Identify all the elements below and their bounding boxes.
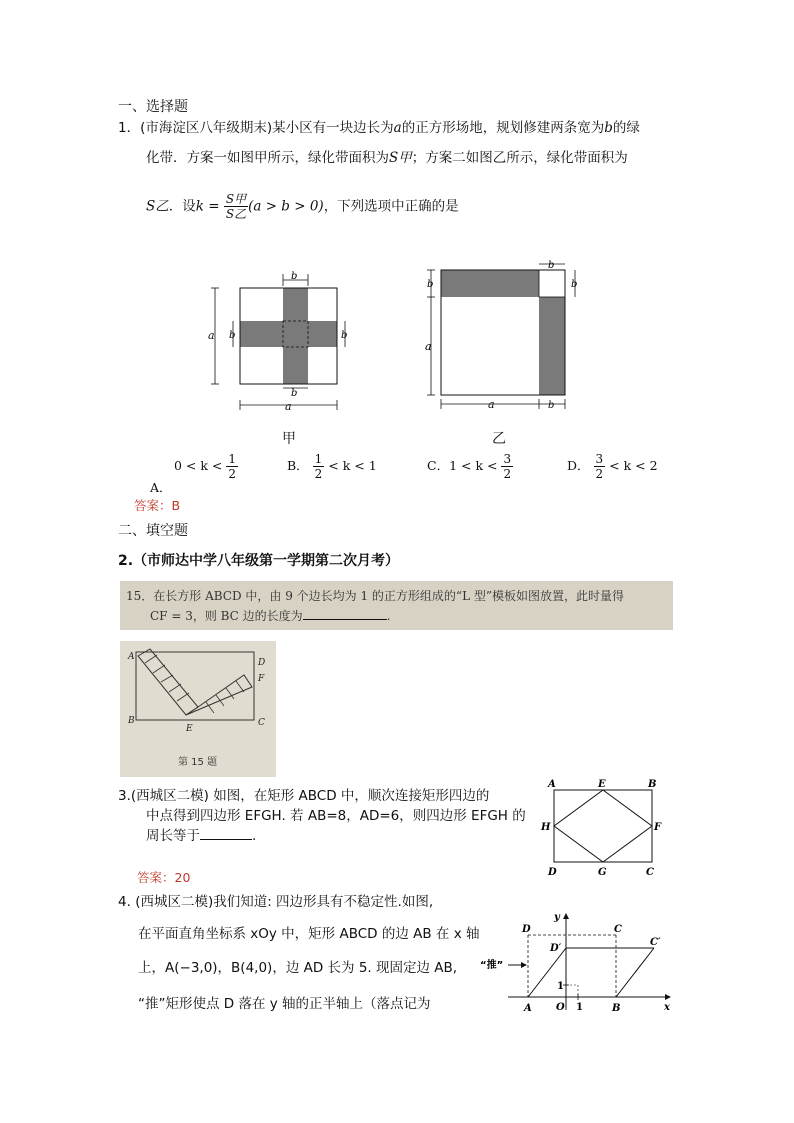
- q2-photo-text: [120, 581, 673, 630]
- q3-line3: [146, 826, 546, 846]
- q2-blank[interactable]: [303, 607, 387, 620]
- q1-line1: [118, 118, 678, 138]
- pt-C: C: [258, 718, 265, 728]
- q1-text: ．设: [168, 198, 196, 215]
- option-b-text: < k < 1: [328, 458, 377, 473]
- q3-number: 3.: [118, 788, 131, 804]
- pt-D: D: [548, 867, 557, 878]
- q1-text: 化带．方案一如图甲所示，绿化带面积为: [146, 150, 389, 166]
- pt-C: C: [614, 924, 622, 935]
- frac-num: 3: [503, 452, 512, 466]
- q1-line2: [146, 148, 686, 168]
- q3-text: 周长等于: [146, 828, 200, 844]
- option-d-label: D．: [567, 458, 590, 473]
- caption-yi: 乙: [492, 431, 506, 447]
- pt-B: B: [612, 1003, 621, 1014]
- frac-den: 2: [314, 467, 323, 481]
- option-b-label: B．: [287, 458, 309, 473]
- q2-photo-line2-text: CF = 3，则 BC 边的长度为: [150, 609, 303, 623]
- pt-D-prime: D′: [550, 943, 562, 954]
- q2-photo-figure: [120, 641, 276, 777]
- q1-number: 1．: [118, 120, 141, 136]
- frac-num: 1: [314, 452, 323, 466]
- dim-b-bottom: b: [291, 388, 298, 399]
- dim-a-bottom: a: [488, 398, 495, 411]
- q1-text: ，下列选项中正确的是: [323, 198, 459, 215]
- q3-answer: 答案：20: [137, 870, 191, 885]
- dim-b-top: b: [291, 271, 298, 282]
- dim-b-right: b: [341, 330, 348, 341]
- q4-number: 4.: [118, 894, 131, 910]
- var-b: b: [604, 120, 613, 136]
- q3-figure: [538, 776, 670, 880]
- option-b[interactable]: [287, 452, 377, 481]
- q3-text: (西城区二模) 如图，在矩形 ABCD 中，顺次连接矩形四边的: [130, 788, 490, 804]
- pt-B: B: [648, 779, 657, 790]
- dim-a-left: a: [208, 329, 215, 342]
- k-den: S乙: [225, 207, 247, 221]
- q2-figure-svg: [120, 641, 276, 777]
- dim-b-bottom: b: [548, 400, 555, 411]
- figure-yi: [415, 258, 585, 418]
- rect-abcd: [554, 790, 652, 862]
- option-d-text: < k < 2: [609, 458, 658, 473]
- figure-jia: [205, 268, 365, 418]
- pt-A: A: [548, 779, 556, 790]
- caption-jia: 甲: [282, 431, 296, 447]
- pt-F: F: [258, 674, 265, 684]
- frac-num: 1: [228, 452, 237, 466]
- dim-b-right: b: [571, 279, 578, 290]
- frac-den: 2: [228, 467, 237, 481]
- q1-line3: [146, 192, 686, 221]
- q4-line3: 上，A(−3,0)，B(4,0)，边 AD 长为 5. 现固定边 AB,: [138, 960, 458, 976]
- q3-line2: 中点得到四边形 EFGH. 若 AB=8，AD=6，则四边形 EFGH 的: [146, 808, 526, 824]
- q2-figure-caption: 第 15 题: [178, 757, 218, 768]
- option-c-fraction: [501, 452, 513, 481]
- section-title-fill: 二、填空题: [118, 523, 188, 539]
- k-def: k =: [195, 198, 220, 215]
- tick-y-1: 1: [557, 981, 564, 992]
- s-jia: S甲: [389, 150, 412, 166]
- l-shape-arm2: [186, 675, 252, 715]
- pt-D: D: [522, 924, 531, 935]
- frac-den: 2: [503, 467, 512, 481]
- label-origin: O: [556, 1002, 565, 1013]
- pt-C: C: [646, 867, 654, 878]
- var-a: a: [393, 120, 402, 136]
- option-a-label[interactable]: A．: [150, 480, 172, 495]
- pt-G: G: [598, 867, 607, 878]
- option-c-label: C．: [427, 458, 450, 473]
- q4-line2: 在平面直角坐标系 xOy 中，矩形 ABCD 的边 AB 在 x 轴: [138, 926, 480, 942]
- label-x: x: [664, 1002, 670, 1013]
- pt-H: H: [541, 822, 551, 833]
- option-a-text: 0 < k <: [174, 458, 223, 473]
- frac-num: 3: [595, 452, 604, 466]
- q3-line1: [118, 786, 538, 806]
- fig-jia-horizontal-band: [240, 321, 337, 347]
- pt-D: D: [258, 658, 266, 668]
- option-a-fraction: [226, 452, 238, 481]
- q1-text: 的正方形场地，规划修建两条宽为: [401, 120, 605, 136]
- k-cond: (a > b > 0): [248, 198, 324, 215]
- q4-line1: [118, 892, 498, 912]
- fig-yi-right-band: [539, 297, 565, 395]
- pt-E: E: [186, 724, 193, 734]
- pt-C-prime: C′: [650, 937, 661, 948]
- pt-A: A: [128, 652, 135, 662]
- push-label: “推”: [480, 960, 504, 971]
- q1-text: 某小区有一块边长为: [272, 120, 394, 136]
- option-c-text: 1 < k <: [449, 458, 498, 473]
- frac-den: 2: [595, 467, 604, 481]
- k-fraction: [224, 192, 248, 221]
- option-a[interactable]: [174, 452, 238, 481]
- dim-a-left: a: [425, 340, 432, 353]
- q2-photo-line1: 15．在长方形 ABCD 中，由 9 个边长均为 1 的正方形组成的“L 型”模板如图放置，此时量得: [126, 589, 624, 603]
- q1-text: ；方案二如图乙所示，绿化带面积为: [411, 150, 628, 166]
- pt-B: B: [128, 716, 135, 726]
- l-shape-arm1: [138, 649, 198, 715]
- q2-photo-line2: CF = 3，则 BC 边的长度为 .: [150, 609, 391, 623]
- pt-F: F: [654, 822, 662, 833]
- option-d-fraction: [594, 452, 606, 481]
- q3-text-end: .: [252, 828, 257, 844]
- label-y: y: [554, 912, 560, 923]
- dim-b-left: b: [427, 279, 434, 290]
- s-yi: S乙: [146, 198, 169, 215]
- option-d[interactable]: [567, 452, 658, 481]
- section-title-choice: 一、选择题: [118, 99, 188, 115]
- k-num: S甲: [225, 192, 247, 206]
- q1-source: (市海淀区八年级期末): [140, 120, 273, 136]
- q4-graph: [478, 910, 678, 1022]
- q1-answer: 答案：B: [134, 498, 181, 513]
- edge-cb-prime: [616, 948, 654, 997]
- quad-efgh: [554, 790, 652, 862]
- option-b-fraction: [313, 452, 325, 481]
- q4-line4: “推”矩形使点 D 落在 y 轴的正半轴上（落点记为: [138, 996, 431, 1012]
- q4-text: (西城区二模)我们知道: 四边形具有不稳定性.如图,: [135, 894, 434, 910]
- option-c[interactable]: [427, 452, 513, 481]
- tick-x-1: 1: [576, 1002, 583, 1013]
- dim-b-top: b: [548, 260, 555, 271]
- dim-b-left: b: [229, 330, 236, 341]
- pt-E: E: [598, 779, 606, 790]
- pt-A: A: [524, 1003, 532, 1014]
- q2-title: 2.（市师达中学八年级第一学期第二次月考）: [118, 553, 400, 569]
- dim-a-bottom: a: [285, 400, 292, 413]
- q3-blank[interactable]: [200, 827, 252, 840]
- q1-text: 的绿: [612, 120, 640, 136]
